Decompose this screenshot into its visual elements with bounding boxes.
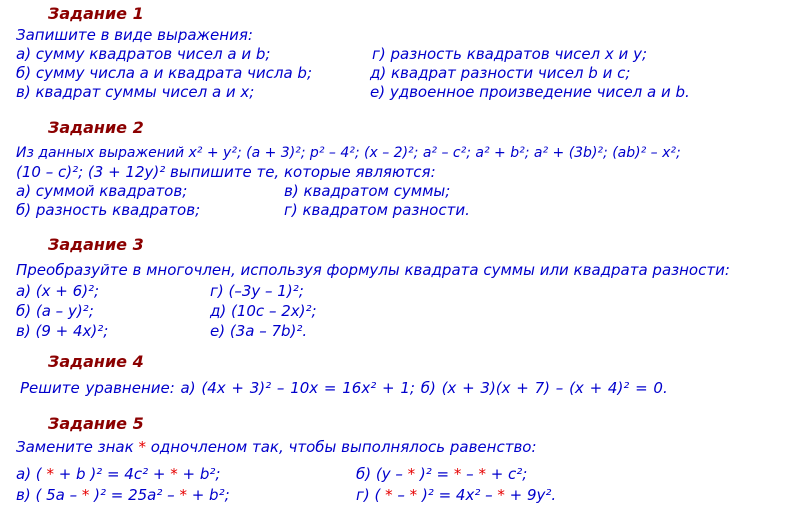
task5-item-b: б) (y – * )² = * – * + c²; <box>356 465 528 483</box>
task2-item-a: а) суммой квадратов; <box>16 182 188 200</box>
task3-item-g: г) (–3y – 1)²; <box>210 282 304 300</box>
task1-item-d: д) квадрат разности чисел b и с; <box>370 64 631 82</box>
task1-item-v: в) квадрат суммы чисел а и х; <box>16 83 255 101</box>
task1-title: Задание 1 <box>48 4 144 23</box>
placeholder-star: * <box>170 465 178 483</box>
placeholder-star: * <box>478 465 486 483</box>
task1-item-g: г) разность квадратов чисел х и у; <box>372 45 648 63</box>
placeholder-star: * <box>497 486 505 504</box>
task5-intro: Замените знак * одночленом так, чтобы выполнялось равенство: <box>16 438 537 456</box>
task4-text: Решите уравнение: а) (4x + 3)² – 10x = 16x² + 1; б) (x + 3)(x + 7) – (x + 4)² = 0. <box>20 379 668 397</box>
task3-item-d: д) (10c – 2x)²; <box>210 302 317 320</box>
task3-item-v: в) (9 + 4x)²; <box>16 322 109 340</box>
task5-item-g: г) ( * – * )² = 4x² – * + 9y². <box>356 486 557 504</box>
task2-expressions-line1: Из данных выражений x² + y²; (a + 3)²; p² – 4²; (x – 2)²; a² – c²; a² + b²; a² + (3b)²; (ab)² – x²; <box>16 145 681 161</box>
placeholder-star: * <box>407 465 416 483</box>
task5-item-v: в) ( 5a – * )² = 25a² – * + b²; <box>16 486 230 504</box>
task3-item-b: б) (a – y)²; <box>16 302 94 320</box>
task5-title: Задание 5 <box>48 414 144 433</box>
task2-title: Задание 2 <box>48 118 144 137</box>
task1-item-a: а) сумму квадратов чисел а и b; <box>16 45 271 63</box>
task2-expressions-line2: (10 – c)²; (3 + 12y)² выпишите те, которые являются: <box>16 163 436 181</box>
task2-item-v: в) квадратом суммы; <box>284 182 451 200</box>
placeholder-star: * <box>138 438 146 456</box>
task2-item-b: б) разность квадратов; <box>16 201 201 219</box>
task1-item-e: е) удвоенное произведение чисел а и b. <box>370 83 690 101</box>
placeholder-star: * <box>46 465 54 483</box>
placeholder-star: * <box>409 486 418 504</box>
placeholder-star: * <box>179 486 187 504</box>
task5-item-a: а) ( * + b )² = 4c² + * + b²; <box>16 465 221 483</box>
placeholder-star: * <box>81 486 90 504</box>
task3-item-a: а) (x + 6)²; <box>16 282 100 300</box>
task3-title: Задание 3 <box>48 235 144 254</box>
task2-item-g: г) квадратом разности. <box>284 201 470 219</box>
task4-title: Задание 4 <box>48 352 144 371</box>
task1-item-b: б) сумму числа а и квадрата числа b; <box>16 64 313 82</box>
task3-item-e: е) (3a – 7b)². <box>210 322 308 340</box>
task1-intro: Запишите в виде выражения: <box>16 26 253 44</box>
task3-intro: Преобразуйте в многочлен, используя формулы квадрата суммы или квадрата разности: <box>16 261 730 279</box>
placeholder-star: * <box>453 465 462 483</box>
placeholder-star: * <box>385 486 393 504</box>
